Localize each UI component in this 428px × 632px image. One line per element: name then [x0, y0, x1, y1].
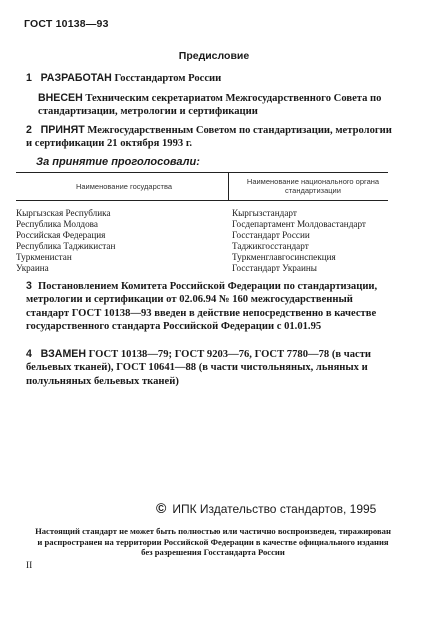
table-header-rule — [16, 200, 388, 201]
table-cell-state: Российская Федерация — [16, 230, 106, 240]
table-column-divider — [228, 172, 229, 200]
copyright-line — [156, 500, 376, 516]
section-3-decree — [26, 280, 394, 334]
voting-table — [16, 208, 396, 274]
voted-label: За принятие проголосовали: — [36, 156, 200, 168]
copyright-text: ИПК Издательство стандартов, 1995 — [172, 502, 377, 516]
section-number: 2 — [26, 124, 32, 136]
table-cell-body: Госстандарт Украины — [232, 263, 317, 273]
section-text: Техническим секретариатом Межгосударственного Совета по стандартизации, метрологии и сертификации — [38, 93, 382, 118]
table-cell-state: Республика Таджикистан — [16, 241, 116, 251]
table-cell-state: Украина — [16, 263, 49, 273]
table-cell-state: Республика Молдова — [16, 219, 98, 229]
section-number: 4 — [26, 348, 32, 360]
section-text: ГОСТ 10138—79; ГОСТ 9203—76, ГОСТ 7780—78 (в части бельевых тканей), ГОСТ 10641—88 (в части чистольняных, льняных и полульняных бельевых тканей) — [26, 349, 372, 387]
section-1-introduced — [38, 92, 394, 119]
table-top-rule — [16, 172, 388, 173]
table-row — [16, 263, 396, 274]
section-keyword: ВЗАМЕН — [40, 348, 86, 360]
table-cell-state: Кыргызская Республика — [16, 208, 111, 218]
section-1-developed — [26, 72, 394, 85]
section-keyword: ВНЕСЕН — [38, 92, 83, 104]
section-keyword: РАЗРАБОТАН — [40, 72, 112, 84]
table-row — [16, 208, 396, 219]
section-number: 1 — [26, 72, 32, 84]
table-cell-state: Туркменистан — [16, 252, 72, 262]
reproduction-notice: Настоящий стандарт не может быть полностью или частично воспроизведен, тиражирован и распространен на территории Российской Федерации в качестве официального издания без разрешения Госстандарта России — [35, 526, 391, 558]
table-cell-body: Кыргызстандарт — [232, 208, 297, 218]
section-keyword: ПРИНЯТ — [40, 124, 85, 136]
document-code: ГОСТ 10138—93 — [24, 18, 109, 30]
table-cell-body: Таджикгосстандарт — [232, 241, 309, 251]
page-number: II — [26, 561, 33, 571]
section-number: 3 — [26, 280, 32, 292]
section-2-adopted — [26, 124, 394, 151]
table-cell-body: Госдепартамент Молдовастандарт — [232, 219, 366, 229]
table-row — [16, 241, 396, 252]
section-4-replaces — [26, 348, 394, 388]
table-row — [16, 252, 396, 263]
table-row — [16, 230, 396, 241]
section-text: Постановлением Комитета Российской Федерации по стандартизации, метрологии и сертификации от 02.06.94 № 160 межгосударственный стандарт ГОСТ 10138—93 введен в действие непосредственно в качестве государственного стандарта Российской Федерации с 01.01.95 — [26, 281, 378, 333]
table-row — [16, 219, 396, 230]
table-cell-body: Госстандарт России — [232, 230, 310, 240]
page-title: Предисловие — [178, 50, 250, 62]
copyright-symbol: © — [156, 500, 167, 516]
section-text: Межгосударственным Советом по стандартизации, метрологии и сертификации 21 октября 1993 г. — [26, 125, 392, 150]
table-header-body: Наименование национального органа стандартизации — [246, 177, 380, 195]
table-header-state: Наименование государства — [75, 182, 173, 191]
section-text: Госстандартом России — [111, 73, 222, 84]
table-cell-body: Туркменглавгосинспекция — [232, 252, 336, 262]
